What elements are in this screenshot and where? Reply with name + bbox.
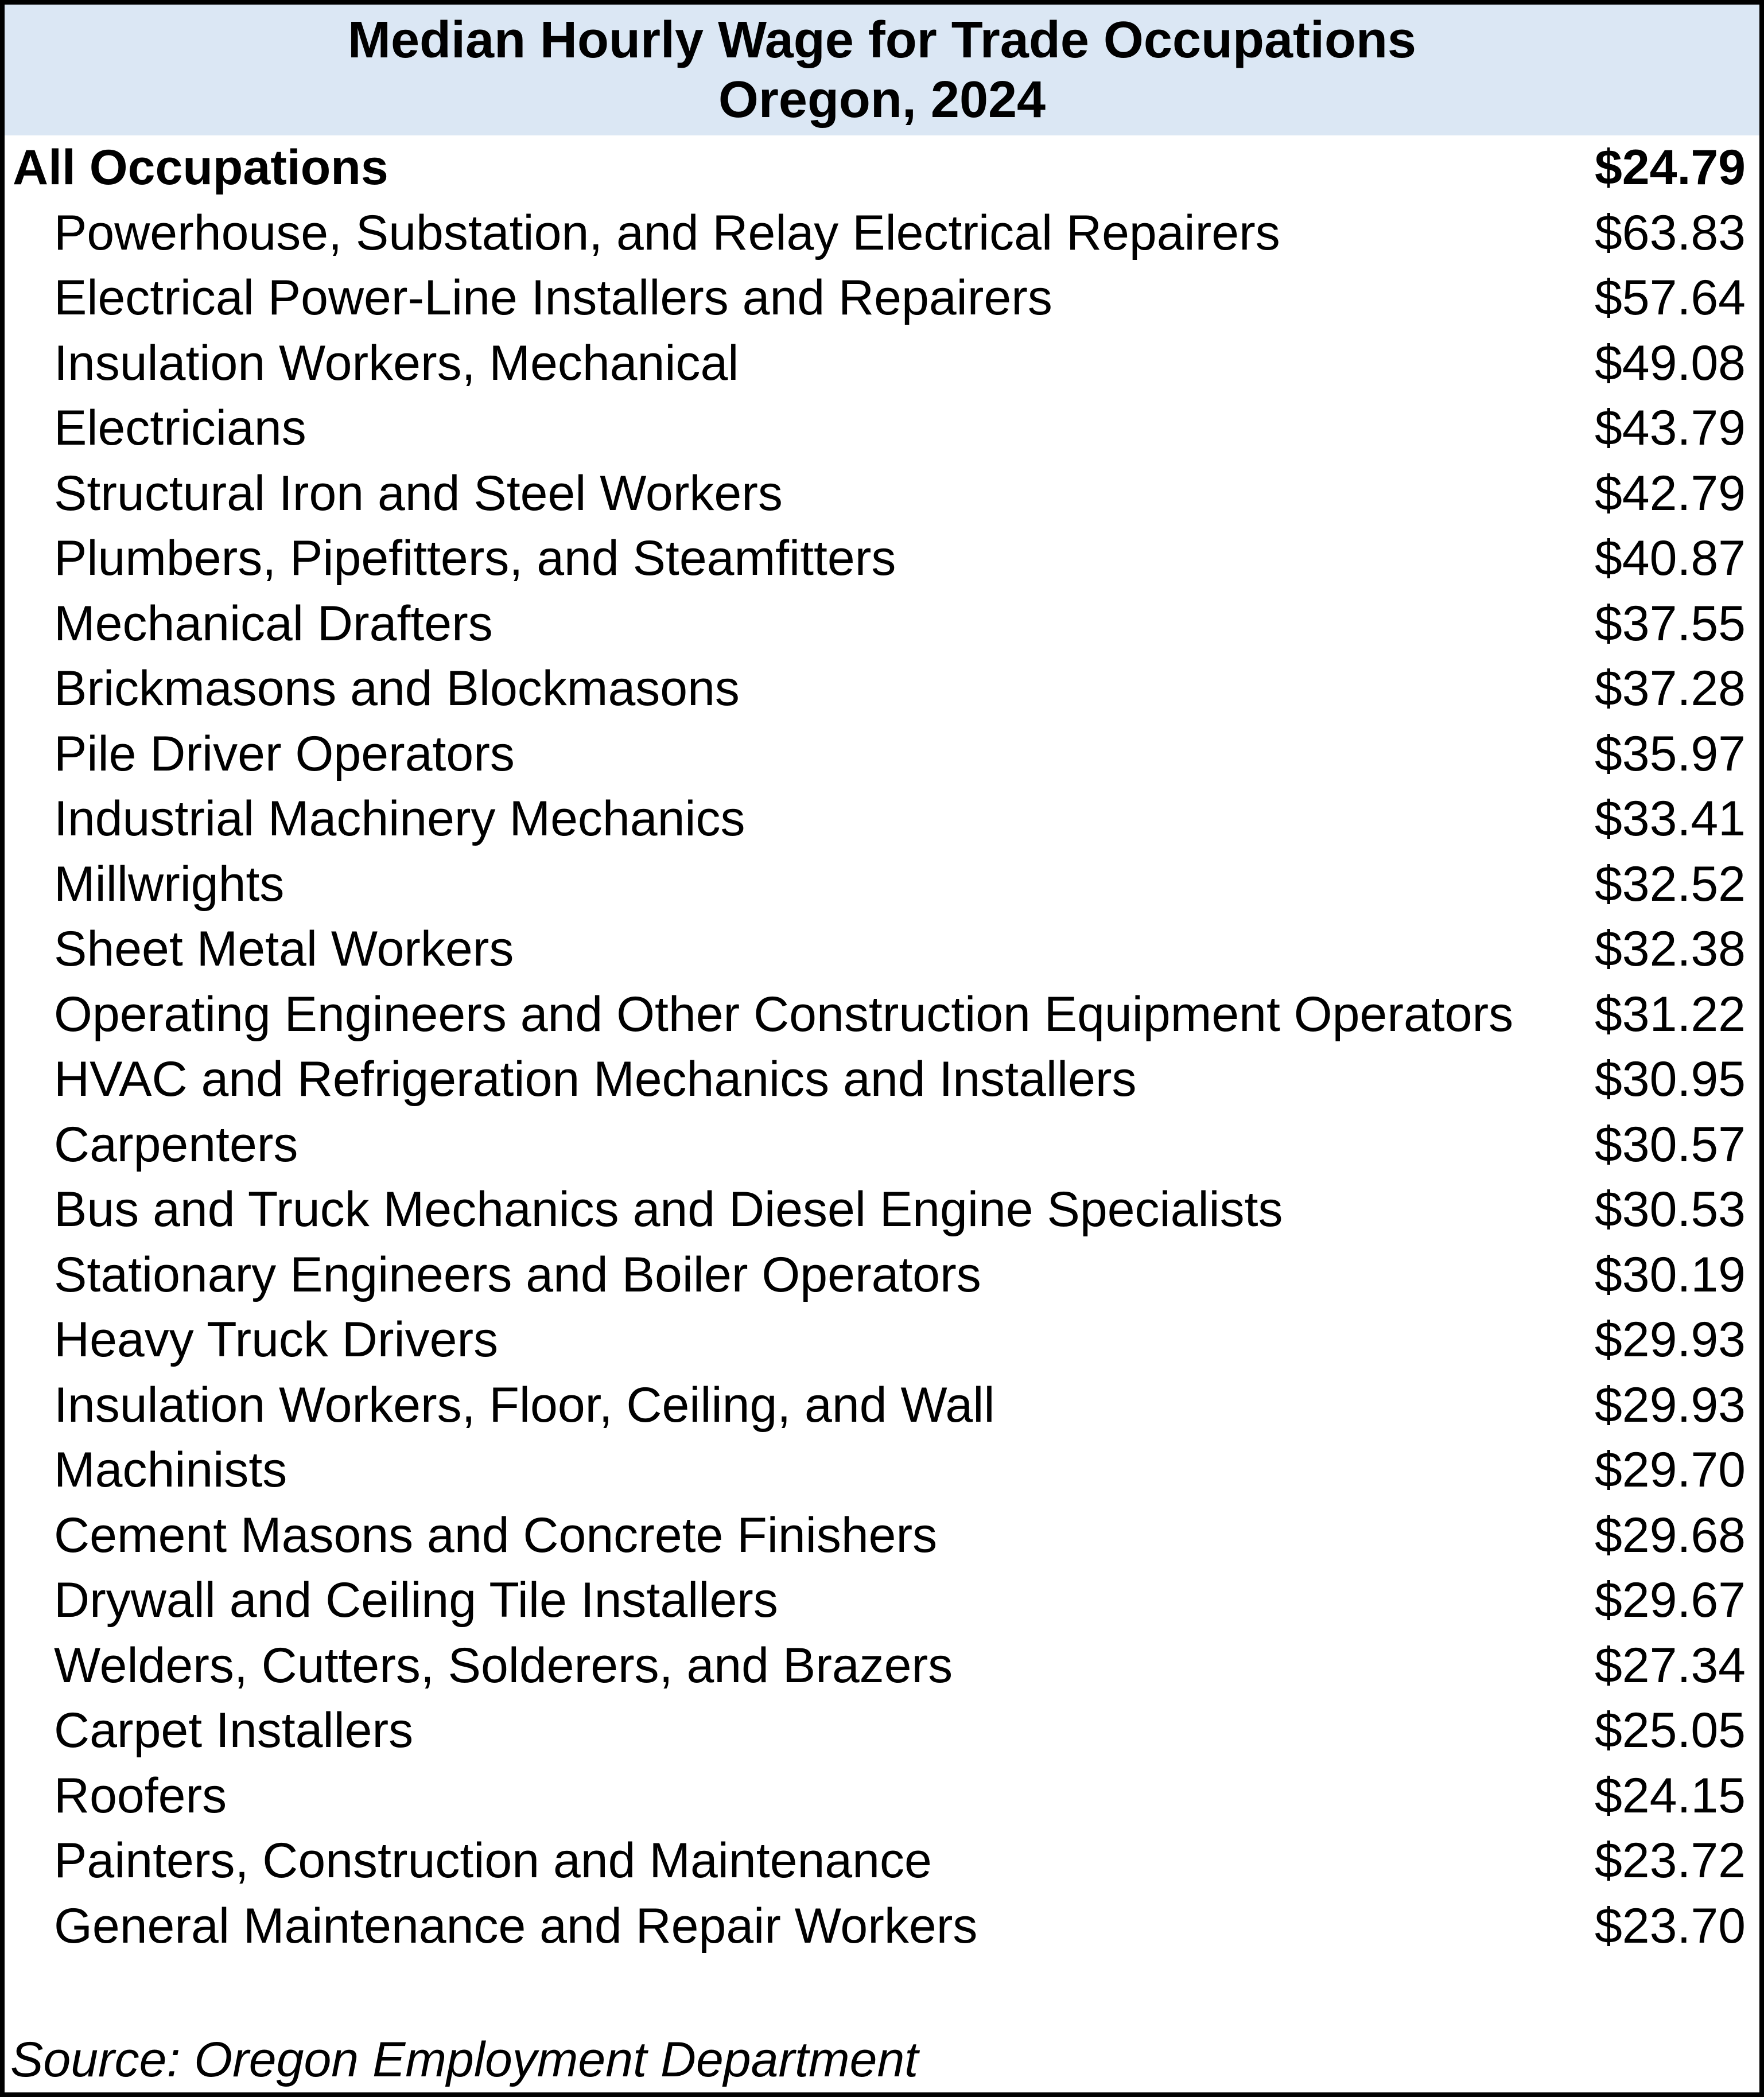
wage-table-body <box>5 135 1759 1959</box>
table-row <box>5 592 1759 657</box>
table-row <box>5 1633 1759 1699</box>
wage-value: $57.64 <box>1594 270 1746 326</box>
table-header <box>5 5 1759 135</box>
occupation-label: Painters, Construction and Maintenance <box>54 1833 932 1889</box>
wage-value: $40.87 <box>1594 531 1746 586</box>
occupation-label: Insulation Workers, Floor, Ceiling, and Wall <box>54 1377 995 1433</box>
table-row <box>5 461 1759 527</box>
occupation-label: Carpet Installers <box>54 1703 414 1758</box>
table-row <box>5 1764 1759 1829</box>
occupation-label: Sheet Metal Workers <box>54 921 514 977</box>
occupation-label: Welders, Cutters, Solderers, and Brazers <box>54 1637 953 1693</box>
wage-value: $32.52 <box>1594 856 1746 912</box>
wage-value: $29.70 <box>1594 1442 1746 1498</box>
occupation-label: Operating Engineers and Other Construction Equipment Operators <box>54 986 1514 1042</box>
occupation-label: Machinists <box>54 1442 287 1498</box>
table-row <box>5 1047 1759 1112</box>
wage-value: $23.72 <box>1594 1833 1746 1889</box>
wage-value: $30.19 <box>1594 1247 1746 1302</box>
wage-value: $30.53 <box>1594 1182 1746 1238</box>
page-title: Median Hourly Wage for Trade Occupations <box>348 11 1416 69</box>
wage-value: $24.79 <box>1594 140 1746 196</box>
table-row <box>5 1177 1759 1243</box>
occupation-label: Structural Iron and Steel Workers <box>54 465 783 521</box>
wage-value: $37.55 <box>1594 596 1746 651</box>
table-row <box>5 201 1759 266</box>
wage-value: $31.22 <box>1594 986 1746 1042</box>
occupation-label: Heavy Truck Drivers <box>54 1312 499 1368</box>
occupation-label: Insulation Workers, Mechanical <box>54 335 739 391</box>
footer-spacer <box>5 1959 1759 2028</box>
occupation-label: Brickmasons and Blockmasons <box>54 661 740 717</box>
occupation-label: Stationary Engineers and Boiler Operators <box>54 1247 981 1302</box>
table-row <box>5 656 1759 722</box>
wage-value: $32.38 <box>1594 921 1746 977</box>
wage-value: $37.28 <box>1594 661 1746 717</box>
wage-value: $42.79 <box>1594 465 1746 521</box>
wage-value: $30.57 <box>1594 1116 1746 1172</box>
table-row <box>5 135 1759 201</box>
source-note: Source: Oregon Employment Department <box>10 2032 919 2087</box>
table-row <box>5 722 1759 787</box>
table-row <box>5 917 1759 982</box>
occupation-label: Industrial Machinery Mechanics <box>54 791 745 847</box>
table-row <box>5 1568 1759 1633</box>
wage-value: $35.97 <box>1594 726 1746 781</box>
occupation-label: HVAC and Refrigeration Mechanics and Installers <box>54 1052 1137 1107</box>
table-row <box>5 1828 1759 1894</box>
table-row <box>5 1438 1759 1503</box>
occupation-label: Carpenters <box>54 1116 298 1172</box>
table-row <box>5 1698 1759 1764</box>
wage-value: $29.93 <box>1594 1377 1746 1433</box>
occupation-label: All Occupations <box>13 140 388 196</box>
table-row <box>5 526 1759 592</box>
table-row <box>5 982 1759 1048</box>
occupation-label: Roofers <box>54 1768 227 1823</box>
table-row <box>5 396 1759 461</box>
occupation-label: Bus and Truck Mechanics and Diesel Engine Specialists <box>54 1182 1283 1238</box>
wage-value: $23.70 <box>1594 1898 1746 1954</box>
wage-value: $30.95 <box>1594 1052 1746 1107</box>
wage-value: $63.83 <box>1594 205 1746 260</box>
wage-value: $24.15 <box>1594 1768 1746 1823</box>
wage-value: $49.08 <box>1594 335 1746 391</box>
wage-value: $43.79 <box>1594 400 1746 456</box>
table-row <box>5 1308 1759 1373</box>
wage-value: $29.68 <box>1594 1507 1746 1563</box>
occupation-label: Plumbers, Pipefitters, and Steamfitters <box>54 531 896 586</box>
occupation-label: General Maintenance and Repair Workers <box>54 1898 978 1954</box>
table-row <box>5 1894 1759 1959</box>
occupation-label: Pile Driver Operators <box>54 726 515 781</box>
occupation-label: Drywall and Ceiling Tile Installers <box>54 1573 778 1628</box>
occupation-label: Electrical Power-Line Installers and Repairers <box>54 270 1052 326</box>
wage-value: $27.34 <box>1594 1637 1746 1693</box>
table-row <box>5 1373 1759 1438</box>
page-subtitle: Oregon, 2024 <box>718 71 1046 129</box>
table-row <box>5 1243 1759 1308</box>
table-row <box>5 1503 1759 1569</box>
occupation-label: Cement Masons and Concrete Finishers <box>54 1507 938 1563</box>
table-row <box>5 1112 1759 1178</box>
occupation-label: Millwrights <box>54 856 285 912</box>
table-row <box>5 787 1759 852</box>
occupation-label: Powerhouse, Substation, and Relay Electrical Repairers <box>54 205 1280 260</box>
table-row <box>5 331 1759 396</box>
wage-value: $29.67 <box>1594 1573 1746 1628</box>
occupation-label: Electricians <box>54 400 306 456</box>
occupation-label: Mechanical Drafters <box>54 596 493 651</box>
wage-value: $25.05 <box>1594 1703 1746 1758</box>
wage-value: $29.93 <box>1594 1312 1746 1368</box>
wage-value: $33.41 <box>1594 791 1746 847</box>
table-row <box>5 266 1759 331</box>
table-row <box>5 852 1759 917</box>
